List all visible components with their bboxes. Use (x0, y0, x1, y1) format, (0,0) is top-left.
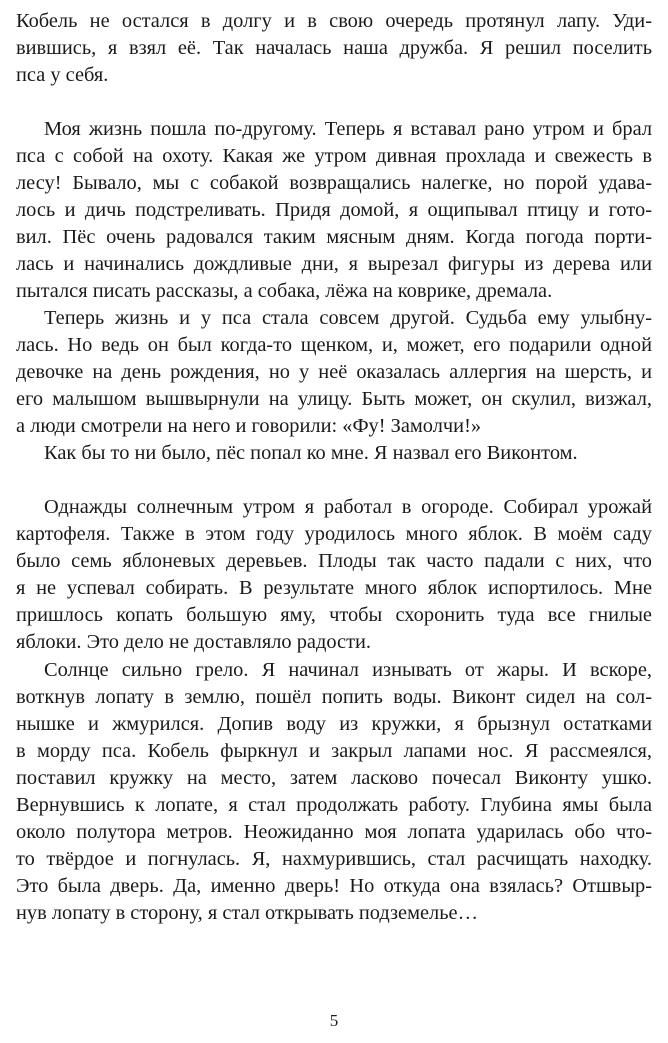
text-line: нув лопату в сторону, я стал открывать подземелье… (16, 901, 478, 924)
text-line: Моя жизнь пошла по-другому. Теперь я вставал рано утром и брал (44, 118, 652, 140)
text-line: пса у себя. (16, 64, 109, 86)
text-line: пытался писать рассказы, а собака, лёжа на коврике, дремала. (16, 280, 553, 302)
text-line: Солнце сильно грело. Я начинал изнывать от жары. И вскоре, (44, 658, 652, 681)
text-line: пса с собой на охоту. Какая же утром дивная прохлада и свежесть в (16, 145, 652, 167)
text-line: Теперь жизнь и у пса стала совсем другой. Судьба ему улыбну- (44, 307, 652, 329)
text-line: девочке на день рождения, но у неё оказалась аллергия на шерсть, и (16, 361, 652, 383)
text-line: около полутора метров. Неожиданно моя лопата ударилась обо что- (16, 820, 652, 843)
text-line: воткнув лопату в землю, пошёл попить воды. Виконт сидел на сол- (16, 685, 652, 708)
text-line: то твёрдое и погнулась. Я, нахмурившись, стал расчищать находку. (16, 847, 652, 870)
text-line: его малышом вышвырнули на улицу. Быть может, он скулил, визжал, (16, 388, 652, 410)
text-line: лась и начинались дождливые дни, я вырезал фигуры из дерева или (16, 253, 652, 275)
text-line: лась. Но ведь он был когда-то щенком, и, может, его подарили одной (16, 334, 652, 356)
text-line: яблоки. Это дело не доставляло радости. (16, 631, 371, 653)
text-line: Как бы то ни было, пёс попал ко мне. Я назвал его Виконтом. (44, 442, 578, 464)
text-line: картофеля. Также в этом году уродилось много яблок. В моём саду (16, 523, 652, 545)
text-line: лесу! Бывало, мы с собакой возвращались налегке, но порой удава- (16, 172, 652, 194)
text-line: лось и дичь подстреливать. Придя домой, я ощипывал птицу и гото- (16, 199, 652, 221)
text-line: в морду пса. Кобель фыркнул и закрыл лапами нос. Я рассмеялся, (16, 739, 652, 762)
text-line: вил. Пёс очень радовался таким мясным дням. Когда погода порти- (16, 226, 652, 248)
text-line: я не успевал собирать. В результате много яблок испортилось. Мне (16, 577, 652, 599)
text-line: поставил кружку на место, затем ласково почесал Виконту ушко. (16, 766, 652, 789)
text-line: было семь яблоневых деревьев. Плоды так часто падали с них, что (16, 550, 652, 572)
text-line: Это была дверь. Да, именно дверь! Но откуда она взялась? Отшвыр- (16, 874, 652, 897)
text-line: Однажды солнечным утром я работал в огороде. Собирал урожай (44, 496, 652, 518)
text-line: пришлось копать большую яму, чтобы схоронить туда все гнилые (16, 604, 652, 626)
page-number: 5 (329, 1011, 339, 1030)
text-line: Вернувшись к лопате, я стал продолжать работу. Глубина ямы была (16, 793, 652, 816)
text-line: Кобель не остался в долгу и в свою очередь протянул лапу. Уди- (16, 10, 652, 32)
text-line: а люди смотрели на него и говорили: «Фу! Замолчи!» (16, 415, 482, 437)
text-line: вившись, я взял её. Так началась наша дружба. Я решил поселить (16, 37, 652, 59)
text-line: нышке и жмурился. Допив воду из кружки, я брызнул остатками (16, 712, 652, 735)
